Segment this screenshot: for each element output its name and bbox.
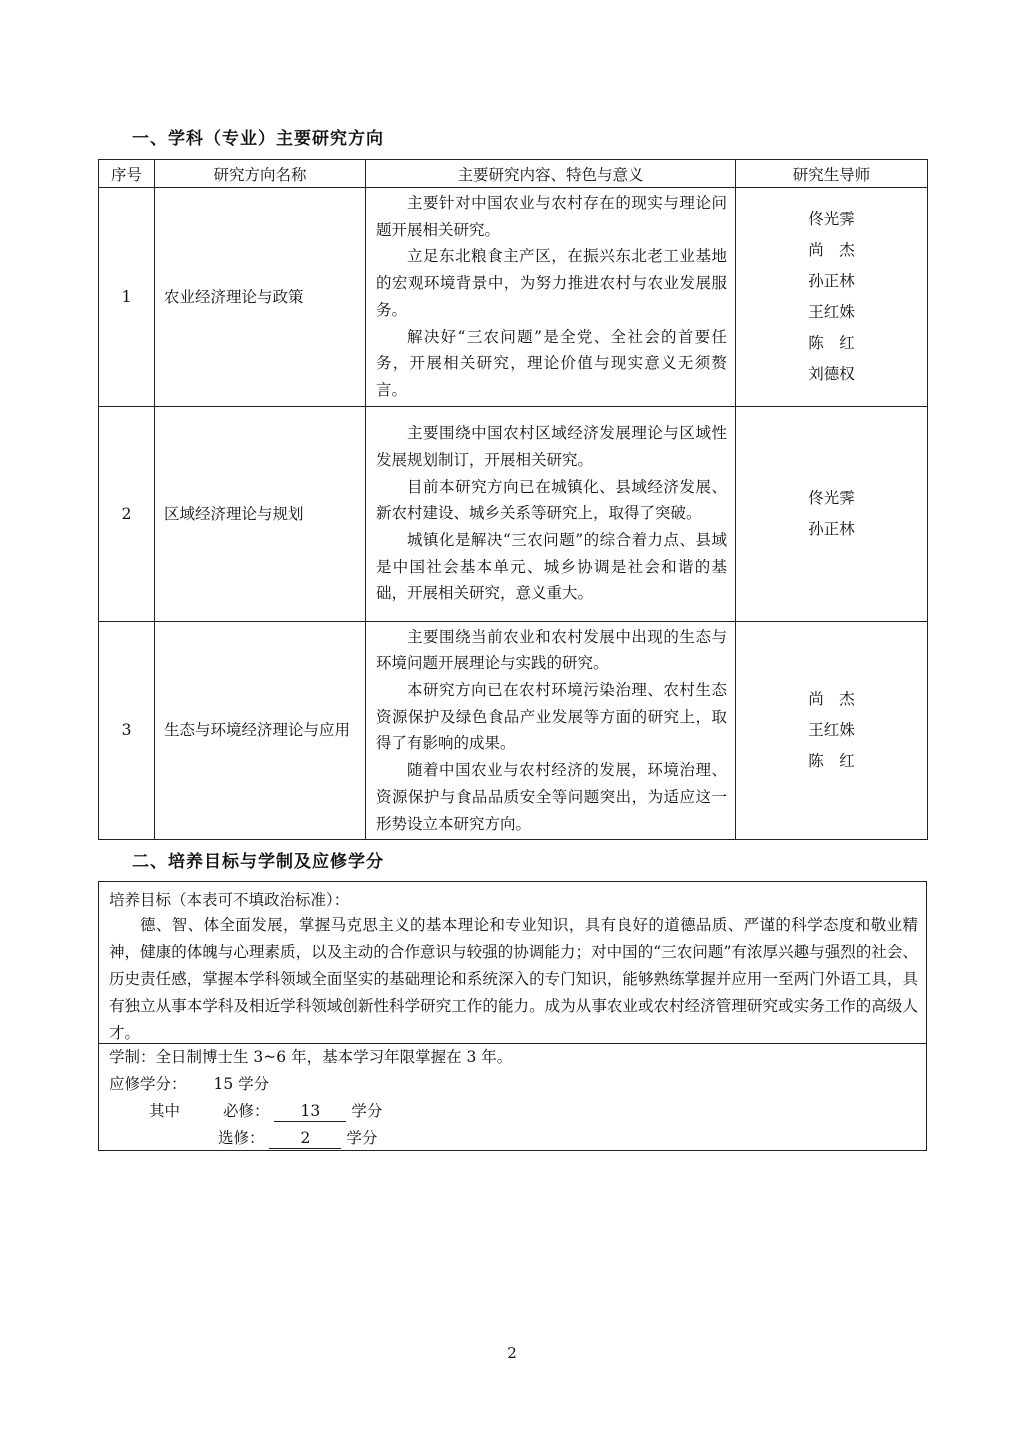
content-paragraph: 城镇化是解决“三农问题”的综合着力点、县域是中国社会基本单元、城乡协调是社会和谐的基础，开展相关研究，意义重大。 bbox=[376, 530, 727, 603]
header-name: 研究方向名称 bbox=[155, 160, 366, 188]
row-direction-name: 区域经济理论与规划 bbox=[155, 406, 366, 621]
content-paragraph: 本研究方向已在农村环境污染治理、农村生态资源保护及绿色食品产业发展等方面的研究上，取得了有影响的成果。 bbox=[376, 681, 727, 753]
content-paragraph: 主要围绕中国农村区域经济发展理论与区域性发展规划制订，开展相关研究。 bbox=[376, 424, 727, 469]
elective-label: 选修： bbox=[218, 1129, 265, 1147]
content-paragraph: 主要围绕当前农业和农村发展中出现的生态与环境问题开展理论与实践的研究。 bbox=[376, 627, 727, 673]
elective-row bbox=[218, 1126, 377, 1150]
header-num: 序号 bbox=[99, 160, 155, 188]
row-content bbox=[366, 621, 736, 840]
content-paragraph: 主要针对中国农业与农村存在的现实与理论问题开展相关研究。 bbox=[376, 194, 727, 239]
tutor-name: 陈 红 bbox=[808, 333, 855, 352]
tutor-name: 尚 杰 bbox=[808, 689, 855, 708]
row-num: 2 bbox=[99, 406, 155, 621]
content-paragraph: 目前本研究方向已在城镇化、县域经济发展、新农村建设、城乡关系等研究上，取得了突破。 bbox=[376, 477, 727, 523]
table-row bbox=[99, 621, 928, 840]
goal-text: 德、智、体全面发展，掌握马克思主义的基本理论和专业知识，具有良好的道德品质、严谨的科学态度和敬业精神，健康的体魄与心理素质，以及主动的合作意识与较强的协调能力；对中国的“三农问题”有浓厚兴趣与强烈的社会、历史责任感，掌握本学科领域全面坚实的基础理论和系统深入的专门知识，能够熟练掌握并应用一至两门外语工具，具有独立从事本学科及相近学科领域创新性科学研究工作的能力。成为从事农业或农村经济管理研究或实务工作的高级人才。 bbox=[109, 916, 918, 1042]
tutor-name: 王红姝 bbox=[808, 720, 855, 739]
tutor-name: 孙正林 bbox=[808, 519, 855, 538]
credits-label: 应修学分： bbox=[109, 1075, 187, 1093]
row-num: 1 bbox=[99, 188, 155, 407]
required-label: 必修： bbox=[222, 1102, 270, 1120]
study-duration-box bbox=[98, 1043, 927, 1151]
among-label: 其中 bbox=[149, 1102, 181, 1120]
row-content bbox=[366, 406, 736, 621]
content-paragraph: 解决好“三农问题”是全党、全社会的首要任务，开展相关研究，理论价值与现实意义无须赘言。 bbox=[376, 327, 727, 399]
credits-total: 15 学分 bbox=[213, 1075, 270, 1093]
section-1-title: 一、学科（专业）主要研究方向 bbox=[132, 129, 384, 149]
row-direction-name: 生态与环境经济理论与应用 bbox=[155, 621, 366, 840]
tutor-name: 佟光霁 bbox=[808, 488, 855, 507]
required-row bbox=[149, 1099, 382, 1123]
duration-text: 学制：全日制博士生 3~6 年，基本学习年限掌握在 3 年。 bbox=[109, 1048, 513, 1066]
row-tutors bbox=[736, 406, 928, 621]
tutor-name: 刘德权 bbox=[808, 364, 855, 383]
header-content: 主要研究内容、特色与意义 bbox=[366, 160, 736, 188]
page-number: 2 bbox=[507, 1344, 517, 1362]
tutor-name: 尚 杰 bbox=[808, 240, 855, 259]
header-tutors: 研究生导师 bbox=[736, 160, 928, 188]
row-num: 3 bbox=[99, 621, 155, 840]
credits-row bbox=[109, 1072, 269, 1096]
tutor-name: 孙正林 bbox=[808, 271, 855, 290]
row-content bbox=[366, 188, 736, 407]
training-goal-box bbox=[98, 881, 927, 1044]
elective-unit: 学分 bbox=[346, 1129, 378, 1147]
content-paragraph: 随着中国农业与农村经济的发展，环境治理、资源保护与食品品质安全等问题突出，为适应这一形势设立本研究方向。 bbox=[376, 761, 727, 833]
content-paragraph: 立足东北粮食主产区，在振兴东北老工业基地的宏观环境背景中，为努力推进农村与农业发展服务。 bbox=[376, 247, 727, 319]
goal-label: 培养目标（本表可不填政治标准）： bbox=[109, 891, 350, 909]
table-row bbox=[99, 188, 928, 407]
elective-value: 2 bbox=[269, 1128, 341, 1149]
table-row bbox=[99, 406, 928, 621]
required-value: 13 bbox=[274, 1101, 346, 1122]
tutor-name: 陈 红 bbox=[808, 751, 855, 770]
section-2-title: 二、培养目标与学制及应修学分 bbox=[132, 852, 384, 872]
row-tutors bbox=[736, 621, 928, 840]
table-header-row bbox=[99, 160, 928, 188]
required-unit: 学分 bbox=[351, 1102, 383, 1120]
tutor-name: 王红姝 bbox=[808, 302, 855, 321]
research-directions-table bbox=[98, 159, 928, 840]
tutor-name: 佟光霁 bbox=[808, 209, 855, 228]
row-tutors bbox=[736, 188, 928, 407]
row-direction-name: 农业经济理论与政策 bbox=[155, 188, 366, 407]
